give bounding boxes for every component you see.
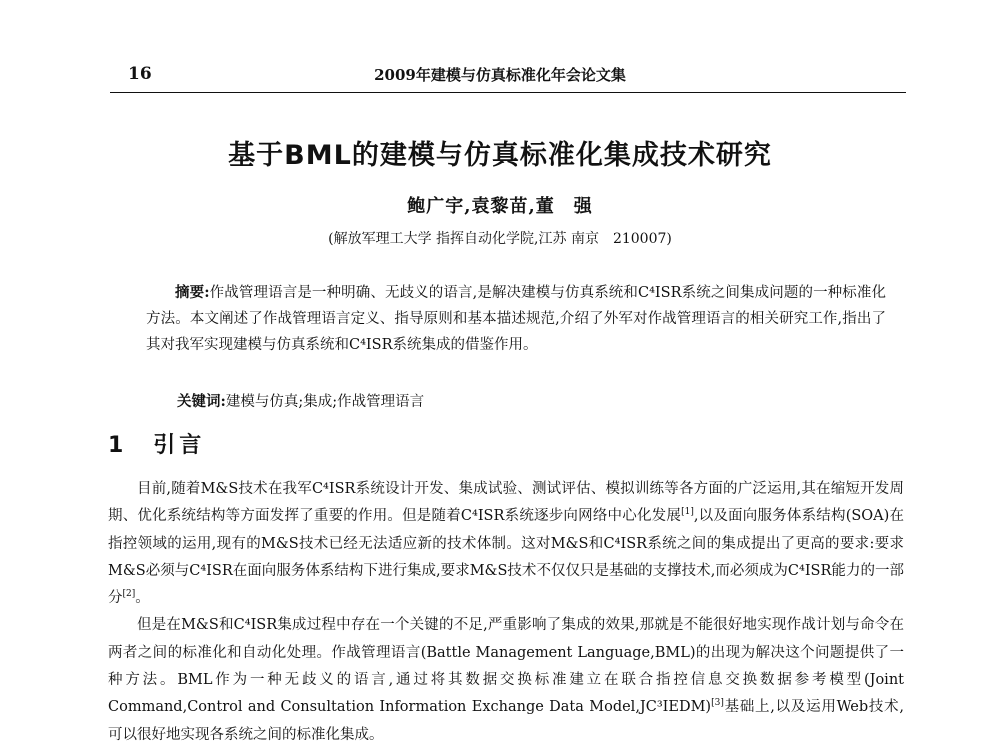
- section-body: [108, 476, 904, 749]
- paper-title: 基于BML的建模与仿真标准化集成技术研究: [228, 140, 772, 171]
- keywords-label: 关键词:: [177, 393, 226, 410]
- abstract-label: 摘要:: [175, 284, 210, 301]
- citation-2: [2]: [122, 589, 136, 600]
- section-heading: 1 引言: [108, 433, 206, 458]
- paragraph-1-b: ,以及面向服务体系结构(SOA)在指控领域的运用,现有的M&S技术已经无法适应新的技术体制。这对M&S和C⁴ISR系统之间的集成提出了更高的要求:要求M&S必须与C⁴ISR在面向服务体系结构下进行集成,要求M&S技术不仅仅只是基础的支撑技术,而必须成为C⁴ISR能力的一部分: [108, 508, 905, 607]
- affiliation: (解放军理工大学 指挥自动化学院,江苏 南京 210007): [328, 231, 672, 247]
- abstract-text: 作战管理语言是一种明确、无歧义的语言,是解决建模与仿真系统和C⁴ISR系统之间集成问题的一种标准化方法。本文阐述了作战管理语言定义、指导原则和基本描述规范,介绍了外军对作战管理语言的相关研究工作,指出了其对我军实现建模与仿真系统和C⁴ISR系统集成的借鉴作用。: [146, 285, 887, 353]
- paragraph-2-b: 基础上,以及运用Web技术,可以很好地实现各系统之间的标准化集成。: [108, 699, 904, 743]
- paragraph-1-a: 目前,随着M&S技术在我军C⁴ISR系统设计开发、集成试验、测试评估、模拟训练等各方面的广泛运用,其在缩短开发周期、优化系统结构等方面发挥了重要的作用。但是随着C⁴ISR系统逐步向网络中心化发展: [108, 481, 904, 525]
- citation-1: [1]: [681, 507, 694, 518]
- header-rule: [110, 92, 906, 93]
- keywords-text: 建模与仿真;集成;作战管理语言: [225, 394, 425, 410]
- authors: 鲍广宇,袁黎苗,董 强: [407, 196, 593, 217]
- abstract-paragraph: [146, 280, 886, 358]
- citation-3: [3]: [711, 698, 724, 709]
- paragraph-1-c: 。: [135, 590, 150, 607]
- abstract: [146, 280, 886, 358]
- paragraph-1: [108, 476, 904, 612]
- paragraph-2-a: 但是在M&S和C⁴ISR集成过程中存在一个关键的不足,严重影响了集成的效果,那就是不能很好地实现作战计划与命令在两者之间的标准化和自动化处理。作战管理语言(Battle Management Language,BML)的出现为解决这个问题提供了一种方法。BML作为一种无歧义的语言,通过将其数据交换标准建立在联合指控信息交换数据参考模型(Joint Command,Control and Consultation Information Exchange Data Model,JC³IEDM): [108, 617, 904, 716]
- paragraph-2: [108, 612, 904, 748]
- keywords: [177, 390, 424, 411]
- running-title: 2009年建模与仿真标准化年会论文集: [374, 66, 626, 84]
- page-number: 16: [128, 64, 152, 84]
